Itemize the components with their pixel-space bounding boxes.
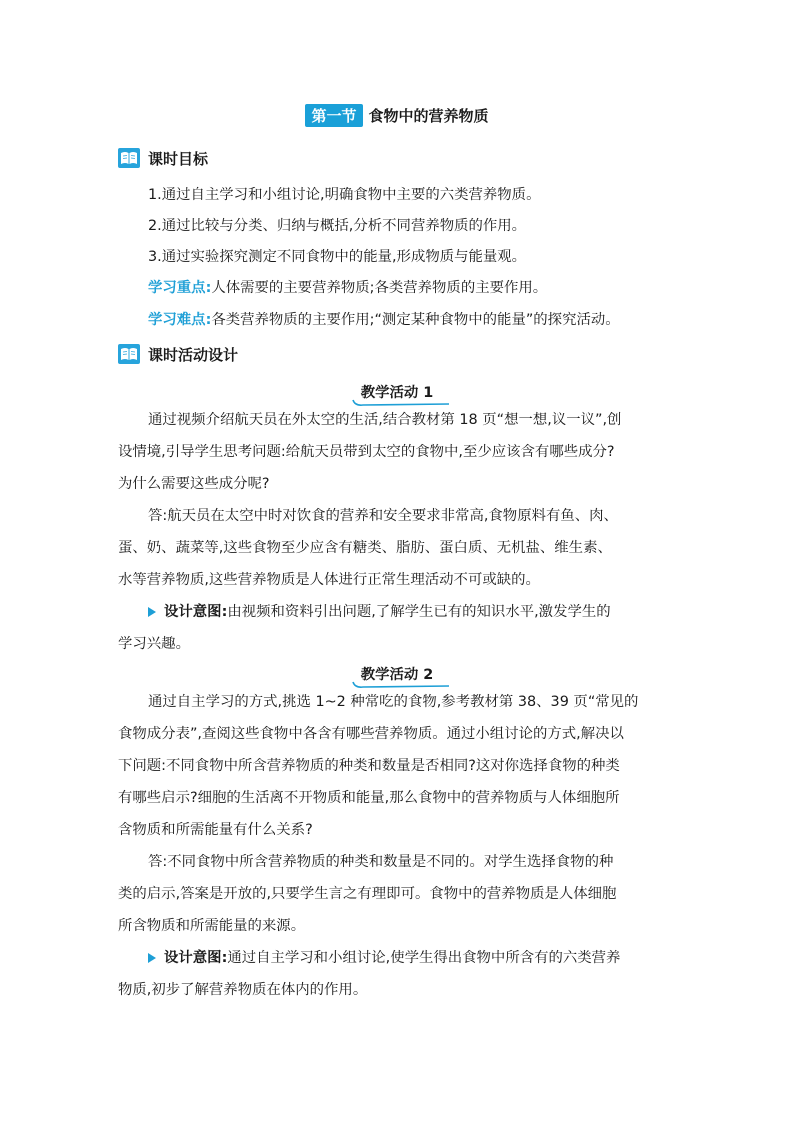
section-badge: 第一节 bbox=[305, 104, 362, 127]
activity-2-line: 通过自主学习的方式,挑选 1~2 种常吃的食物,参考教材第 38、39 页“常见的 bbox=[148, 694, 639, 710]
activity-2-line: 有哪些启示?细胞的生活离不开物质和能量,那么食物中的营养物质与人体细胞所 bbox=[118, 790, 620, 806]
activity-2-label: 教学活动 2 bbox=[360, 667, 434, 683]
section-title bbox=[0, 104, 794, 127]
activity-1-line: 为什么需要这些成分呢? bbox=[118, 476, 270, 492]
underline-swoosh-icon bbox=[351, 680, 451, 690]
design-intent-text: 通过自主学习和小组讨论,使学生得出食物中所含有的六类营养 bbox=[227, 950, 621, 966]
activity-2-line: 所含物质和所需能量的来源。 bbox=[118, 918, 306, 934]
triangle-bullet-icon bbox=[148, 953, 156, 963]
open-book-icon bbox=[118, 344, 140, 364]
activity-1-label: 教学活动 1 bbox=[360, 385, 434, 401]
difficult-point bbox=[148, 310, 620, 330]
open-book-icon bbox=[118, 148, 140, 168]
goal-1: 1.通过自主学习和小组讨论,明确食物中主要的六类营养物质。 bbox=[148, 187, 541, 203]
goal-3: 3.通过实验探究测定不同食物中的能量,形成物质与能量观。 bbox=[148, 249, 527, 265]
activity-2-line: 答:不同食物中所含营养物质的种类和数量是不同的。对学生选择食物的种 bbox=[148, 854, 614, 870]
design-heading bbox=[118, 342, 238, 366]
activity-1-heading bbox=[0, 381, 794, 402]
activity-1-line: 通过视频介绍航天员在外太空的生活,结合教材第 18 页“想一想,议一议”,创 bbox=[148, 412, 622, 428]
activity-2-design-cont: 物质,初步了解营养物质在体内的作用。 bbox=[118, 982, 368, 998]
activity-2-design bbox=[148, 948, 620, 968]
activity-1-line: 水等营养物质,这些营养物质是人体进行正常生理活动不可或缺的。 bbox=[118, 572, 540, 588]
design-intent-label: 设计意图: bbox=[164, 604, 228, 620]
activity-2-line: 下问题:不同食物中所含营养物质的种类和数量是否相同?这对你选择食物的种类 bbox=[118, 758, 620, 774]
goals-heading-text: 课时目标 bbox=[148, 149, 209, 168]
activity-2-line: 含物质和所需能量有什么关系? bbox=[118, 822, 313, 838]
activity-2-line: 食物成分表”,查阅这些食物中各含有哪些营养物质。通过小组讨论的方式,解决以 bbox=[118, 726, 624, 742]
key-point-text: 人体需要的主要营养物质;各类营养物质的主要作用。 bbox=[211, 280, 548, 296]
difficult-point-text: 各类营养物质的主要作用;“测定某种食物中的能量”的探究活动。 bbox=[211, 312, 620, 328]
activity-1-line: 蛋、奶、蔬菜等,这些食物至少应含有糖类、脂肪、蛋白质、无机盐、维生素、 bbox=[118, 540, 612, 556]
underline-swoosh-icon bbox=[351, 398, 451, 408]
activity-2-line: 类的启示,答案是开放的,只要学生言之有理即可。食物中的营养物质是人体细胞 bbox=[118, 886, 617, 902]
key-point bbox=[148, 278, 547, 298]
design-intent-text: 由视频和资料引出问题,了解学生已有的知识水平,激发学生的 bbox=[227, 604, 611, 620]
difficult-point-label: 学习难点: bbox=[148, 312, 212, 328]
design-intent-label: 设计意图: bbox=[164, 950, 228, 966]
activity-1-line: 设情境,引导学生思考问题:给航天员带到太空的食物中,至少应该含有哪些成分? bbox=[118, 444, 615, 460]
activity-1-design-cont: 学习兴趣。 bbox=[118, 636, 190, 652]
triangle-bullet-icon bbox=[148, 607, 156, 617]
activity-1-design bbox=[148, 602, 611, 622]
activity-1-line: 答:航天员在太空中时对饮食的营养和安全要求非常高,食物原料有鱼、肉、 bbox=[148, 508, 618, 524]
activity-2-heading bbox=[0, 663, 794, 684]
key-point-label: 学习重点: bbox=[148, 280, 212, 296]
goal-2: 2.通过比较与分类、归纳与概括,分析不同营养物质的作用。 bbox=[148, 218, 527, 234]
section-title-text: 食物中的营养物质 bbox=[368, 107, 489, 125]
design-heading-text: 课时活动设计 bbox=[148, 345, 239, 364]
goals-heading bbox=[118, 146, 208, 170]
